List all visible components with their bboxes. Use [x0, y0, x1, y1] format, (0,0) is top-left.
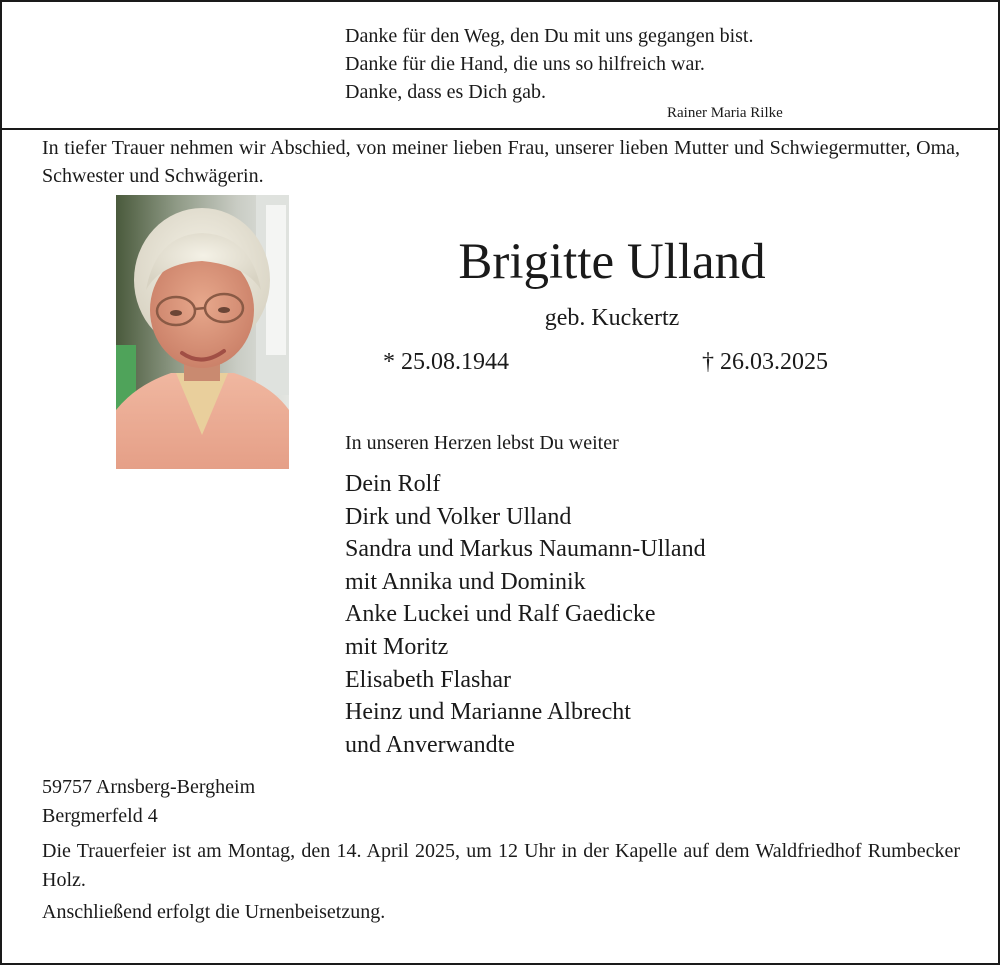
divider [2, 128, 998, 130]
maiden-name: geb. Kuckertz [544, 305, 680, 331]
address [42, 773, 255, 831]
death-date: † 26.03.2025 [702, 349, 828, 375]
list-item: Dein Rolf [345, 471, 441, 497]
poem-line-2: Danke für die Hand, die uns so hilfreich war. [345, 53, 705, 75]
mourners-list [345, 468, 706, 761]
poem-line-3: Danke, dass es Dich gab. [345, 81, 547, 103]
deceased-name: Brigitte Ulland [458, 234, 766, 290]
intro-text: In tiefer Trauer nehmen wir Abschied, von meiner lieben Frau, unserer lieben Mutter und Schwiegermutter, Oma, Schwester und Schwägerin. [42, 137, 960, 187]
poem [345, 22, 815, 106]
list-item: Heinz und Marianne Albrecht [345, 699, 631, 726]
funeral-service-text: Die Trauerfeier ist am Montag, den 14. April 2025, um 12 Uhr in der Kapelle auf dem Waldfriedhof Rumbecker Holz. [42, 840, 960, 891]
address-street: Bergmerfeld 4 [42, 805, 158, 827]
list-item: Anke Luckei und Ralf Gaedicke [345, 601, 656, 628]
portrait-photo [116, 195, 289, 469]
remembrance-line: In unseren Herzen lebst Du weiter [345, 432, 619, 454]
list-item: Dirk und Volker Ulland [345, 503, 572, 530]
list-item: mit Moritz [345, 633, 449, 660]
list-item: mit Annika und Dominik [345, 568, 586, 595]
list-item: Elisabeth Flashar [345, 666, 511, 693]
list-item: Sandra und Markus Naumann-Ulland [345, 536, 706, 563]
address-city: 59757 Arnsberg-Bergheim [42, 776, 256, 798]
poem-line-1: Danke für den Weg, den Du mit uns gegangen bist. [345, 25, 754, 47]
poem-author: Rainer Maria Rilke [667, 105, 783, 121]
birth-date: * 25.08.1944 [383, 349, 509, 375]
urn-burial-text: Anschließend erfolgt die Urnenbeisetzung. [42, 901, 386, 923]
list-item: und Anverwandte [345, 731, 515, 758]
